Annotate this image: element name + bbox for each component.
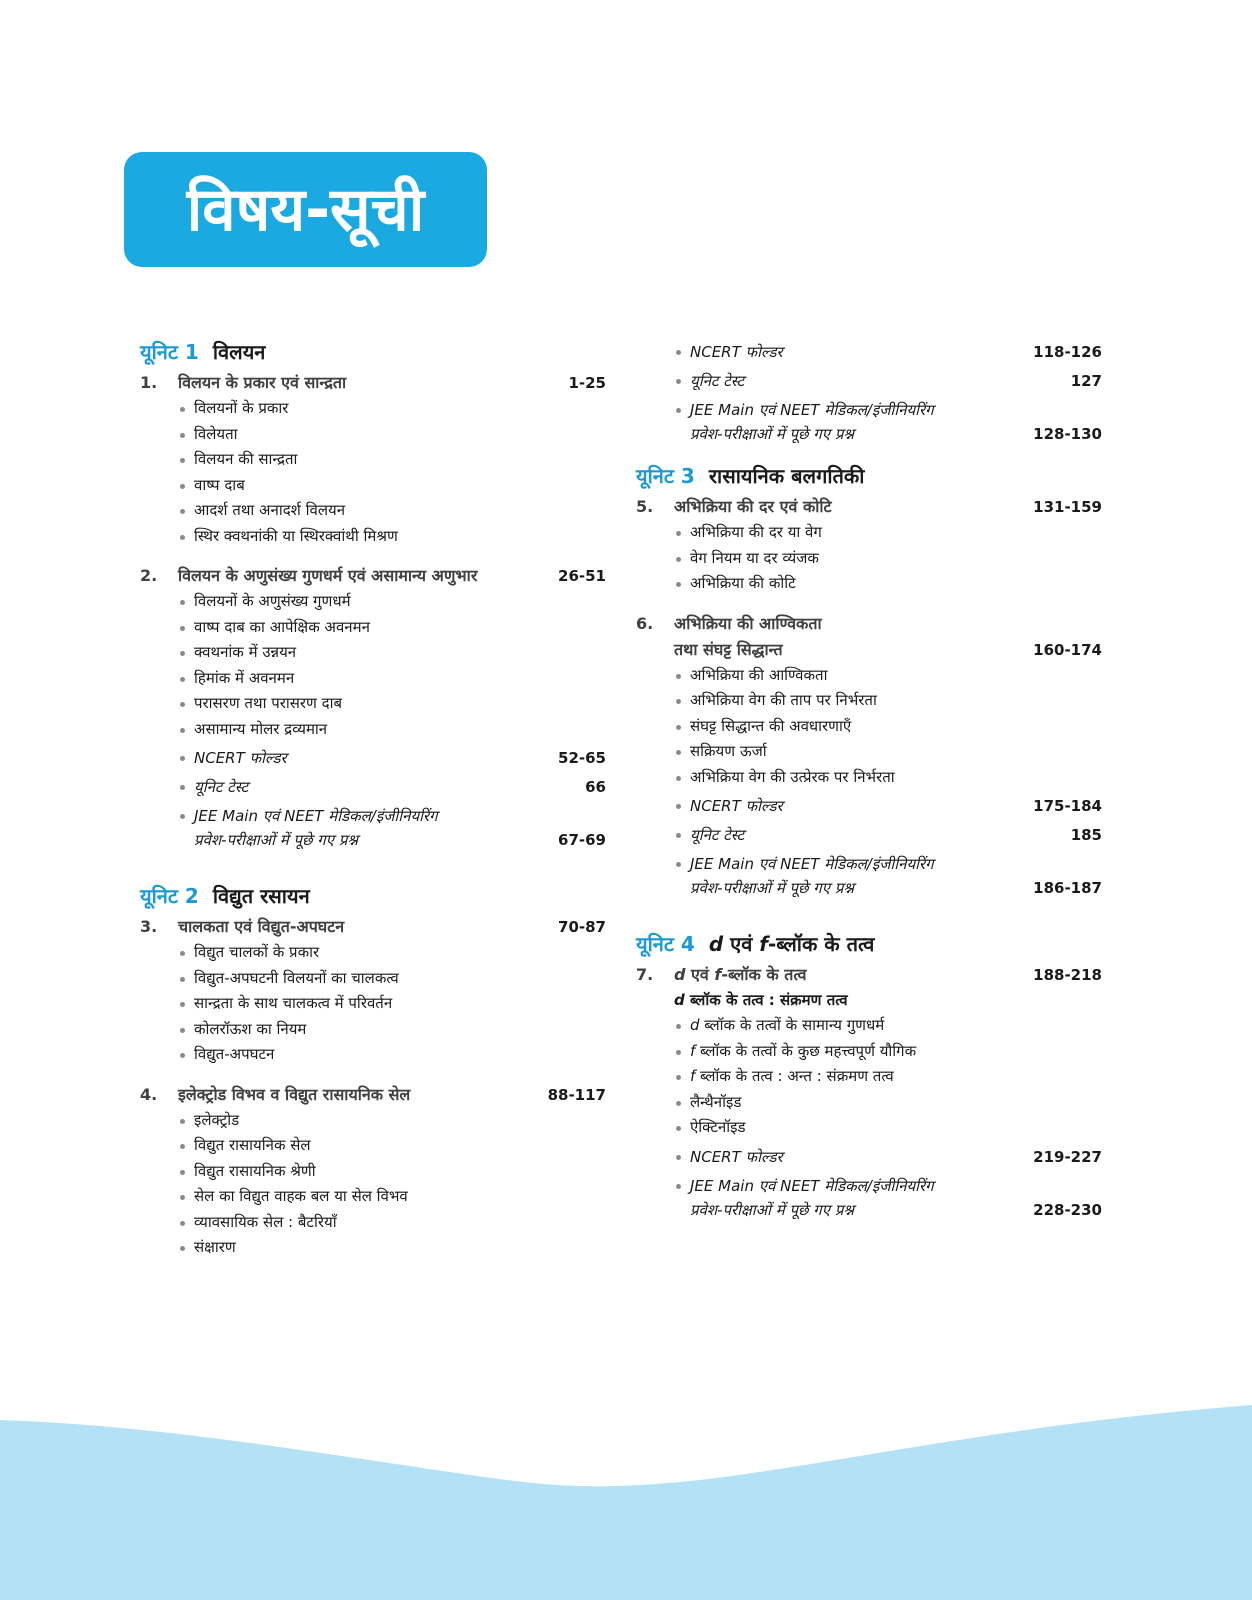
toc-right-column [636, 340, 1102, 1244]
wave-shape [0, 1405, 1252, 1600]
chapter-number: 7. [636, 965, 654, 984]
topic-item: अभिक्रिया वेग की उत्प्रेरक पर निर्भरता [674, 765, 1102, 791]
topic-item: विद्युत-अपघटनी विलयनों का चालकत्व [178, 966, 606, 992]
topic-letter: d [690, 1016, 700, 1034]
unit-label: यूनिट 1 [140, 340, 199, 364]
extra-title-line2: प्रवेश-परीक्षाओं में पूछे गए प्रश्न [194, 831, 358, 849]
chapter-5[interactable] [636, 494, 1102, 597]
chapter-pages: 88-117 [547, 1085, 606, 1104]
topic-item: विद्युत रासायनिक श्रेणी [178, 1159, 606, 1185]
topic-item: अभिक्रिया वेग की ताप पर निर्भरता [674, 688, 1102, 714]
topic-list [178, 589, 606, 742]
topic-item: परासरण तथा परासरण दाब [178, 691, 606, 717]
topic-item: विलयनों के प्रकार [178, 396, 606, 422]
topic-list [178, 1108, 606, 1261]
topic-item: वाष्प दाब का आपेक्षिक अवनमन [178, 615, 606, 641]
extra-title: यूनिट टेस्ट [690, 372, 745, 390]
topic-list [674, 1013, 1102, 1141]
extra-pages: 185 [1070, 826, 1102, 844]
topic-item: व्यावसायिक सेल : बैटरियाँ [178, 1210, 606, 1236]
chapter-pages: 70-87 [558, 918, 606, 936]
extra-pages: 219-227 [1033, 1147, 1102, 1166]
ncert-folder-entry[interactable] [178, 746, 606, 770]
extra-title-line2: प्रवेश-परीक्षाओं में पूछे गए प्रश्न [690, 1200, 854, 1219]
topic-item: स्थिर क्वथनांकी या स्थिरक्वांथी मिश्रण [178, 524, 606, 550]
unit-2 [140, 882, 606, 1261]
chapter-number: 4. [140, 1084, 158, 1104]
unit-label: यूनिट 3 [636, 464, 695, 488]
extra-title: यूनिट टेस्ट [194, 778, 249, 796]
topic-list [674, 520, 1102, 597]
topic-text: ब्लॉक के तत्वों के कुछ महत्त्वपूर्ण यौगिक [695, 1041, 917, 1060]
chapter-number: 6. [636, 613, 654, 633]
extra-title: NCERT फोल्डर [690, 343, 783, 361]
topic-item: विलेयता [178, 422, 606, 448]
topic-item: सान्द्रता के साथ चालकत्व में परिवर्तन [178, 991, 606, 1017]
extra-title-line2: प्रवेश-परीक्षाओं में पूछे गए प्रश्न [690, 425, 854, 443]
topic-item [674, 1039, 1102, 1065]
extra-pages: 67-69 [558, 831, 606, 849]
chapter-4[interactable] [140, 1082, 606, 1261]
topic-item: इलेक्ट्रोड [178, 1108, 606, 1134]
extras-list [178, 746, 606, 852]
chapter-1[interactable] [140, 370, 606, 549]
unit-heading [140, 338, 606, 365]
chapter-subheading [674, 988, 1102, 1013]
previous-questions-entry[interactable] [674, 852, 1102, 900]
topic-item: सक्रियण ऊर्जा [674, 739, 1102, 765]
topic-text: ब्लॉक के तत्व : अन्त : संक्रमण तत्व [695, 1067, 894, 1085]
chapter-pages: 131-159 [1033, 498, 1102, 516]
unit-heading [140, 882, 606, 909]
topic-item: अभिक्रिया की आण्विकता [674, 663, 1102, 689]
chapter-7[interactable] [636, 962, 1102, 1222]
chapter-number: 1. [140, 373, 158, 392]
topic-text: ब्लॉक के तत्वों के सामान्य गुणधर्म [699, 1016, 885, 1034]
extras-list [674, 794, 1102, 900]
chapter-title-mid: एवं [685, 965, 715, 984]
chapter-title: विलयन के अणुसंख्य गुणधर्म एवं असामान्य अणुभार [178, 566, 478, 585]
subheading-rest: ब्लॉक के तत्व : संक्रमण तत्व [684, 991, 848, 1009]
previous-questions-entry[interactable] [674, 1174, 1102, 1222]
extra-title: JEE Main एवं NEET मेडिकल/इंजीनियरिंग [194, 807, 438, 825]
topic-item: संक्षारण [178, 1235, 606, 1261]
chapter-number: 2. [140, 566, 158, 585]
topic-item: विलयनों के अणुसंख्य गुणधर्म [178, 589, 606, 615]
chapter-title-d: d [674, 965, 686, 984]
chapter-2[interactable] [140, 563, 606, 852]
unit-1 [140, 338, 606, 852]
previous-questions-entry[interactable] [178, 804, 606, 852]
unit-heading [636, 930, 1102, 957]
topic-list [178, 940, 606, 1068]
topic-list [674, 663, 1102, 791]
topic-item [674, 1064, 1102, 1090]
ncert-folder-entry[interactable] [674, 1145, 1102, 1169]
unit-test-entry[interactable] [178, 775, 606, 799]
extra-title: यूनिट टेस्ट [690, 826, 745, 844]
unit-name-mid: एवं [723, 932, 760, 956]
topic-letter: f [690, 1067, 696, 1085]
topic-item: वाष्प दाब [178, 473, 606, 499]
unit-label: यूनिट 2 [140, 884, 199, 908]
topic-item: आदर्श तथा अनादर्श विलयन [178, 498, 606, 524]
unit-2-extras-list [674, 340, 1102, 446]
unit-4 [636, 930, 1102, 1222]
topic-item [674, 1013, 1102, 1039]
unit-name: विद्युत रसायन [212, 884, 310, 908]
chapter-pages: 1-25 [568, 374, 606, 392]
toc-left-column [140, 338, 606, 1283]
extra-title: NCERT फोल्डर [690, 797, 783, 815]
extras-list [674, 1145, 1102, 1222]
topic-list [178, 396, 606, 549]
ncert-folder-entry[interactable] [674, 340, 1102, 364]
topic-item: विद्युत चालकों के प्रकार [178, 940, 606, 966]
topic-item: असामान्य मोलर द्रव्यमान [178, 717, 606, 743]
decorative-wave [0, 1330, 1252, 1600]
subheading-d: d [674, 991, 685, 1009]
topic-item: अभिक्रिया की दर या वेग [674, 520, 1102, 546]
chapter-title: विलयन के प्रकार एवं सान्द्रता [178, 373, 347, 392]
chapter-number: 3. [140, 917, 158, 936]
unit-heading [636, 462, 1102, 489]
unit-3 [636, 462, 1102, 900]
chapter-pages: 26-51 [558, 567, 606, 585]
extra-title-line2: प्रवेश-परीक्षाओं में पूछे गए प्रश्न [690, 879, 854, 897]
extra-title: NCERT फोल्डर [690, 1147, 783, 1166]
unit-name-d: d [708, 932, 724, 956]
chapter-6[interactable] [636, 611, 1102, 901]
extra-pages: 128-130 [1033, 425, 1102, 443]
topic-item: हिमांक में अवनमन [178, 666, 606, 692]
unit-name: रासायनिक बलगतिकी [708, 464, 865, 488]
topic-item: कोलरॉऊश का नियम [178, 1017, 606, 1043]
topic-item: संघट्ट सिद्धान्त की अवधारणाएँ [674, 714, 1102, 740]
chapter-title [674, 962, 1033, 988]
extra-pages: 52-65 [558, 749, 606, 767]
chapter-3[interactable] [140, 914, 606, 1068]
unit-name-rest: -ब्लॉक के तत्व [767, 932, 875, 956]
unit-name: विलयन [212, 340, 266, 364]
topic-item: ऐक्टिनॉइड [674, 1115, 1102, 1141]
chapter-title: अभिक्रिया की आण्विकता [674, 613, 822, 633]
topic-item: वेग नियम या दर व्यंजक [674, 546, 1102, 572]
extra-title: JEE Main एवं NEET मेडिकल/इंजीनियरिंग [690, 401, 934, 419]
unit-label: यूनिट 4 [636, 932, 695, 956]
unit-test-entry[interactable] [674, 369, 1102, 393]
topic-item: विद्युत-अपघटन [178, 1042, 606, 1068]
unit-name [709, 930, 875, 957]
chapter-pages: 160-174 [1033, 640, 1102, 659]
chapter-pages: 188-218 [1033, 966, 1102, 984]
chapter-number: 5. [636, 497, 654, 516]
ncert-folder-entry[interactable] [674, 794, 1102, 818]
extra-pages: 66 [585, 778, 606, 796]
unit-name-f: f [759, 932, 768, 956]
page-title: विषय-सूची [186, 174, 425, 245]
chapter-title-line2: तथा संघट्ट सिद्धान्त [674, 639, 783, 659]
extra-title: JEE Main एवं NEET मेडिकल/इंजीनियरिंग [690, 855, 934, 873]
topic-item: विलयन की सान्द्रता [178, 447, 606, 473]
unit-test-entry[interactable] [674, 823, 1102, 847]
page-title-banner [124, 152, 487, 267]
extra-pages: 186-187 [1033, 879, 1102, 897]
extra-pages: 118-126 [1033, 343, 1102, 361]
chapter-title: अभिक्रिया की दर एवं कोटि [674, 497, 832, 516]
chapter-title-f: f [714, 965, 722, 984]
extra-title: NCERT फोल्डर [194, 749, 287, 767]
chapter-title: इलेक्ट्रोड विभव व विद्युत रासायनिक सेल [178, 1084, 411, 1104]
chapter-title: चालकता एवं विद्युत-अपघटन [178, 917, 345, 936]
topic-item: विद्युत रासायनिक सेल [178, 1133, 606, 1159]
topic-item: लैन्थैनॉइड [674, 1090, 1102, 1116]
chapter-title-rest: -ब्लॉक के तत्व [721, 965, 807, 984]
topic-item: सेल का विद्युत वाहक बल या सेल विभव [178, 1184, 606, 1210]
topic-letter: f [690, 1041, 696, 1060]
extra-pages: 228-230 [1033, 1200, 1102, 1219]
topic-item: अभिक्रिया की कोटि [674, 571, 1102, 597]
extra-pages: 175-184 [1033, 797, 1102, 815]
extra-pages: 127 [1070, 372, 1102, 390]
previous-questions-entry[interactable] [674, 398, 1102, 446]
extra-title: JEE Main एवं NEET मेडिकल/इंजीनियरिंग [690, 1176, 934, 1195]
topic-item: क्वथनांक में उन्नयन [178, 640, 606, 666]
